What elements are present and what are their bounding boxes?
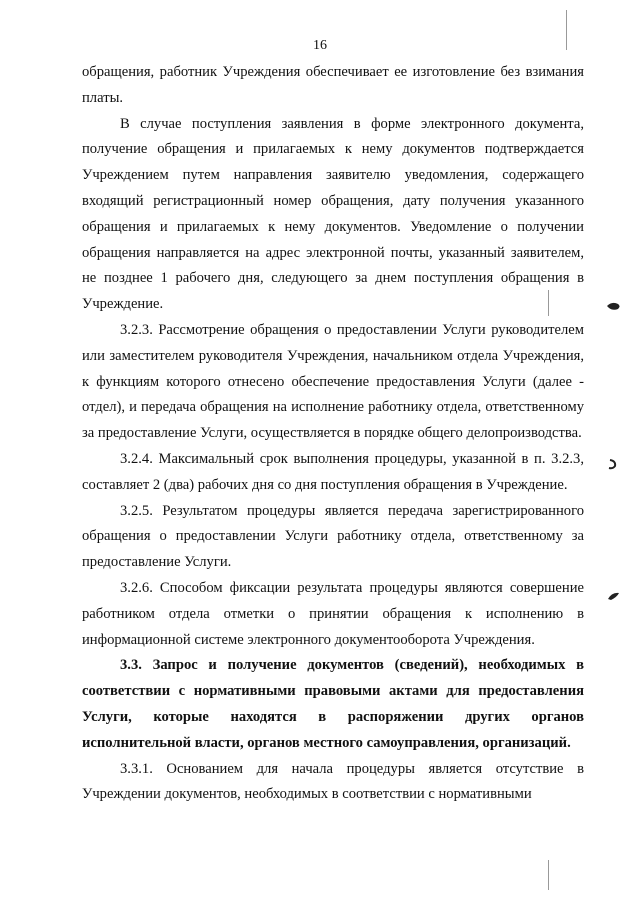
- paragraph-3-3-1: 3.3.1. Основанием для начала процедуры является отсутствие в Учреждении документов, необходимых в соответствии с нормативными: [82, 760, 584, 803]
- page-number: 16: [313, 38, 327, 53]
- paragraph-3-2-3: 3.2.3. Рассмотрение обращения о предоставлении Услуги руководителем или заместителем руководителя Учреждения, начальником отдела Учреждения, к функциям которого отнесено обеспечение предоставления Услуги (далее - отдел), и передача обращения на исполнение работнику отдела, ответственному за предоставление Услуги, осуществляется в порядке общего делопроизводства.: [82, 321, 584, 442]
- document-body: [82, 60, 584, 808]
- scan-mark-icon: [606, 458, 622, 470]
- paragraph-3-2-5: 3.2.5. Результатом процедуры является передача зарегистрированного обращения о предоставлении Услуги работнику отдела, ответственному за предоставление Услуги.: [82, 502, 584, 571]
- paragraph-continuation: обращения, работник Учреждения обеспечивает ее изготовление без взимания платы.: [82, 64, 584, 106]
- scan-line-divider: [566, 10, 567, 50]
- section-heading-3-3: 3.3. Запрос и получение документов (сведений), необходимых в соответствии с нормативными правовыми актами для предоставления Услуги, которые находятся в распоряжении других органов исполнительной власти, органов местного самоуправления, организаций.: [82, 657, 584, 751]
- paragraph-3-2-6: 3.2.6. Способом фиксации результата процедуры являются совершение работником отдела отметки о принятии обращения к исполнению в информационной системе электронного документооборота Учреждения.: [82, 579, 584, 648]
- scan-line-divider: [548, 290, 549, 316]
- scan-line-divider: [548, 860, 549, 890]
- scan-mark-icon: [606, 590, 622, 602]
- scan-mark-icon: [606, 300, 622, 312]
- paragraph-electronic-notice: В случае поступления заявления в форме электронного документа, получение обращения и прилагаемых к нему документов подтверждается Учреждением путем направления заявителю уведомления, содержащего входящий регистрационный номер обращения, дату получения указанного обращения и прилагаемых к нему документов. Уведомление о получении обращения направляется на адрес электронной почты, указанный заявителем, не позднее 1 рабочего дня, следующего за днем поступления обращения в Учреждение.: [82, 115, 584, 313]
- paragraph-3-2-4: 3.2.4. Максимальный срок выполнения процедуры, указанной в п. 3.2.3, составляет 2 (два) рабочих дня со дня поступления обращения в Учреждение.: [82, 450, 584, 493]
